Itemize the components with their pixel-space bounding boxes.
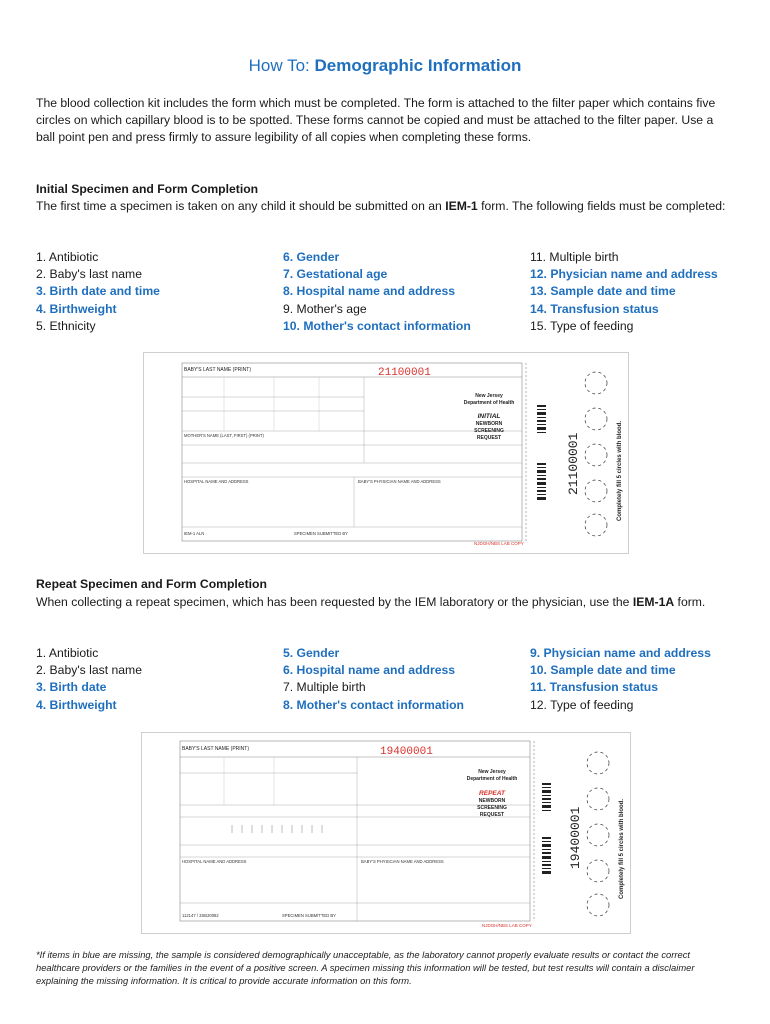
- repeat-text-before: When collecting a repeat specimen, which has been requested by the IEM laboratory or the physician, use the: [36, 595, 633, 609]
- repeat-field-item: 7. Multiple birth: [283, 680, 366, 695]
- repeat-field-item: 4. Birthweight: [36, 697, 117, 712]
- repeat-field-item: 6. Hospital name and address: [283, 663, 456, 678]
- repeat-text-after: form.: [674, 595, 706, 609]
- initial-form-serial-vertical: 21100001: [566, 432, 581, 495]
- initial-form-req3: REQUEST: [476, 435, 502, 441]
- initial-field-item: 4. Birthweight: [36, 301, 117, 316]
- initial-field-item: 9. Mother's age: [283, 301, 367, 316]
- initial-form-req2: SCREENING: [474, 428, 504, 434]
- repeat-description: [36, 594, 728, 611]
- initial-field-item: 6. Gender: [283, 250, 340, 264]
- repeat-form-barcode: [542, 783, 551, 874]
- repeat-form-req1: NEWBORN: [478, 798, 506, 804]
- repeat-field-column-3: [530, 645, 711, 714]
- initial-form-serial: 21100001: [378, 367, 431, 379]
- title-bold: Demographic Information: [314, 56, 522, 75]
- initial-form-mother-name: MOTHER'S NAME (LAST, FIRST) (PRINT): [184, 433, 264, 438]
- repeat-field-item: 2. Baby's last name: [36, 663, 142, 678]
- initial-field-item: 7. Gestational age: [283, 267, 388, 282]
- initial-form-drawing: [144, 353, 628, 553]
- repeat-form-serial-vertical: 19400001: [568, 806, 583, 869]
- initial-form-image: [143, 352, 629, 554]
- repeat-field-column-1: [36, 645, 283, 714]
- initial-field-item: 8. Hospital name and address: [283, 284, 456, 299]
- initial-description: [36, 198, 728, 215]
- repeat-form-submitted: SPECIMEN SUBMITTED BY: [282, 913, 336, 918]
- initial-field-column-3: [530, 249, 718, 335]
- initial-form-name: IEM-1: [445, 199, 478, 213]
- repeat-field-item: 10. Sample date and time: [530, 663, 676, 678]
- initial-field-item: 10. Mother's contact information: [283, 318, 471, 333]
- repeat-field-item: 5. Gender: [283, 646, 340, 660]
- repeat-form-copy: NJDOH/NBS LAB COPY: [482, 923, 532, 928]
- initial-field-column-2: [283, 249, 530, 335]
- initial-field-list: [36, 249, 736, 335]
- initial-form-dept: New Jersey: [475, 393, 503, 399]
- repeat-heading: Repeat Specimen and Form Completion: [36, 577, 267, 591]
- repeat-form-name: IEM-1A: [632, 595, 675, 609]
- repeat-field-item: 11. Transfusion status: [530, 680, 659, 695]
- repeat-form-hospital: HOSPITAL NAME AND ADDRESS: [182, 859, 247, 864]
- repeat-field-item: 8. Mother's contact information: [283, 697, 464, 712]
- repeat-field-item: 9. Physician name and address: [530, 646, 711, 660]
- repeat-form-image: [141, 732, 631, 934]
- initial-text-after: form. The following fields must be completed:: [477, 199, 726, 213]
- repeat-field-column-2: [283, 645, 530, 714]
- initial-form-lot: IEM-1 ALN: [184, 531, 205, 536]
- initial-form-blood-circles: [585, 372, 607, 536]
- initial-heading: Initial Specimen and Form Completion: [36, 182, 259, 196]
- repeat-form-fill-text: Completely fill 5 circles with blood.: [619, 798, 625, 899]
- intro-paragraph: The blood collection kit includes the form which must be completed. The form is attached to the filter paper which contains five circles on which capillary blood is to be spotted. These forms cannot be copied and must be attached to the filter paper. Use a ball point pen and press firmly to assure legibility of all copies when completing these forms.: [36, 96, 716, 145]
- initial-text-before: The first time a specimen is taken on any child it should be submitted on an: [36, 199, 446, 213]
- repeat-field-item: 12. Type of feeding: [530, 697, 634, 712]
- initial-field-item: 13. Sample date and time: [530, 284, 676, 299]
- repeat-form-req2: SCREENING: [477, 805, 507, 811]
- initial-form-type: INITIAL: [477, 413, 501, 420]
- repeat-field-item: 3. Birth date: [36, 680, 107, 695]
- repeat-field-item: 1. Antibiotic: [36, 646, 99, 660]
- initial-form-hospital: HOSPITAL NAME AND ADDRESS: [184, 479, 249, 484]
- initial-field-item: 1. Antibiotic: [36, 250, 99, 264]
- repeat-form-drawing: [142, 733, 630, 933]
- page-title: [0, 56, 770, 76]
- repeat-form-type: REPEAT: [479, 790, 505, 797]
- initial-field-item: 14. Transfusion status: [530, 301, 659, 316]
- initial-form-submitted: SPECIMEN SUBMITTED BY: [294, 531, 348, 536]
- repeat-form-blood-circles: [587, 752, 609, 916]
- initial-field-column-1: [36, 249, 283, 335]
- footnote: *If items in blue are missing, the sample is considered demographically unacceptable, as the laboratory cannot properly evaluate results or contact the correct healthcare providers or the families in the event of a positive screen. A specimen missing this information will be tested, but test results will contain a disclaimer explaining the missing information. It is critical to provide accurate information on this form.: [36, 949, 695, 987]
- repeat-form-physician: BABY'S PHYSICIAN NAME AND ADDRESS: [361, 859, 444, 864]
- initial-form-physician: BABY'S PHYSICIAN NAME AND ADDRESS: [358, 479, 441, 484]
- initial-form-baby-name: BABY'S LAST NAME (PRINT): [184, 367, 251, 373]
- initial-field-item: 5. Ethnicity: [36, 318, 96, 333]
- initial-field-item: 12. Physician name and address: [530, 267, 718, 282]
- repeat-field-list: [36, 645, 736, 714]
- initial-form-req1: NEWBORN: [475, 421, 503, 427]
- initial-form-barcode: [537, 405, 546, 500]
- initial-form-dept2: Department of Health: [463, 400, 515, 406]
- initial-field-item: 3. Birth date and time: [36, 284, 160, 299]
- initial-form-fill-text: Completely fill 5 circles with blood.: [617, 420, 623, 521]
- title-prefix: How To:: [248, 56, 315, 75]
- initial-form-copy: NJDOH/NBS LAB COPY: [474, 541, 524, 546]
- initial-field-item: 2. Baby's last name: [36, 267, 142, 282]
- repeat-form-baby-name: BABY'S LAST NAME (PRINT): [182, 746, 249, 752]
- repeat-form-req3: REQUEST: [479, 812, 505, 818]
- repeat-form-dept2: Department of Health: [466, 776, 518, 782]
- initial-field-item: 11. Multiple birth: [530, 250, 619, 264]
- initial-field-item: 15. Type of feeding: [530, 318, 634, 333]
- repeat-form-serial: 19400001: [380, 746, 433, 758]
- repeat-form-lot: 112147 / 3SB20082: [182, 913, 219, 918]
- repeat-form-dept: New Jersey: [478, 769, 506, 775]
